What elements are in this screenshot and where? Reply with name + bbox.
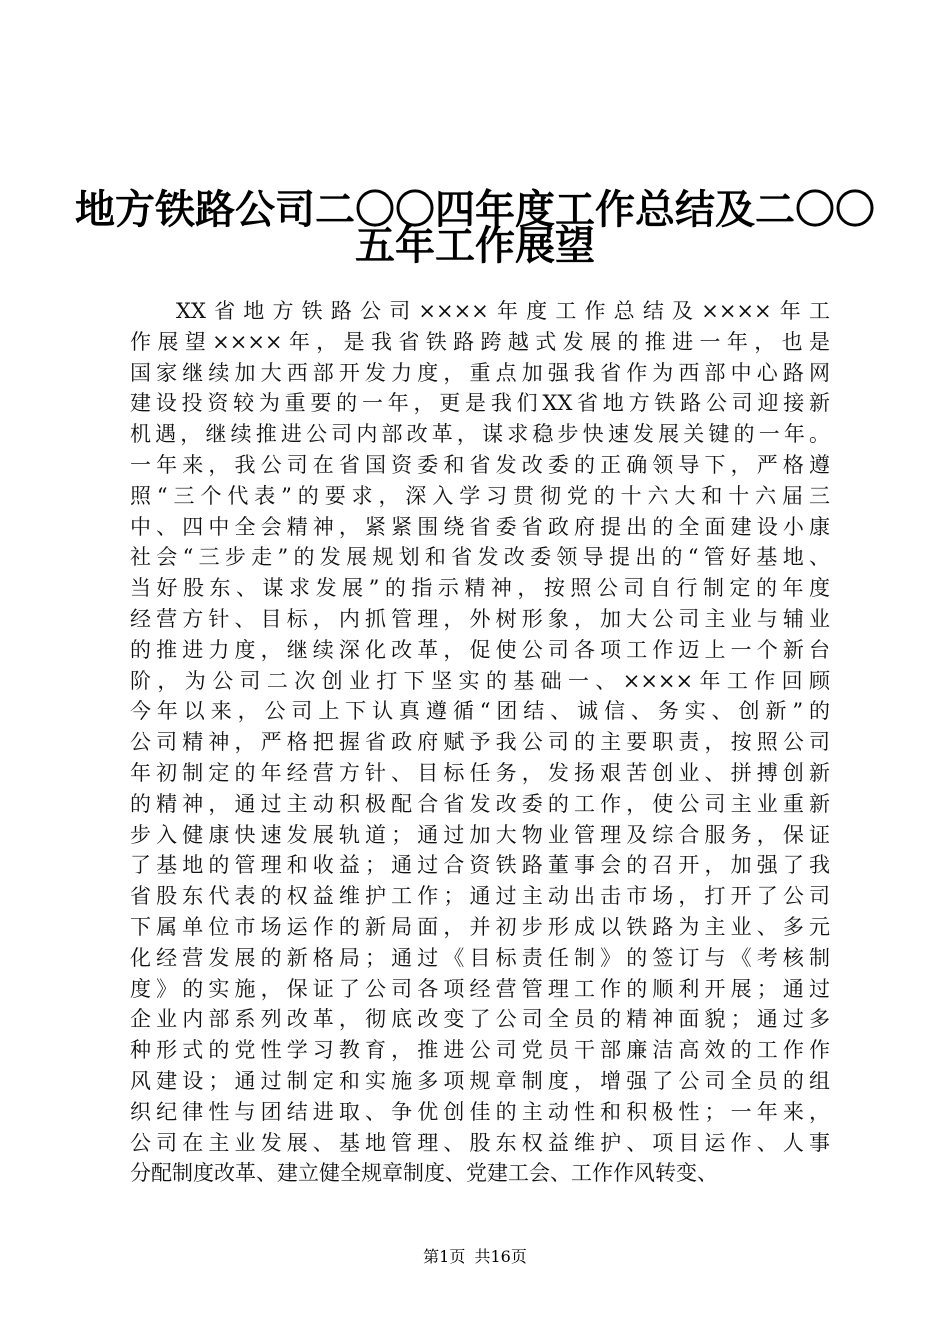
body-line: 公司精神，严格把握省政府赋予我公司的主要职责，按照公司 <box>130 730 830 755</box>
page-footer <box>0 1244 950 1267</box>
body-line: 阶，为公司二次创业打下坚实的基础一、××××年工作回顾 <box>130 668 830 693</box>
body-line: 步入健康快速发展轨道；通过加大物业管理及综合服务，保证 <box>130 822 830 847</box>
body-line: 的推进力度，继续深化改革，促使公司各项工作迈上一个新台 <box>130 637 830 662</box>
body-line: 省股东代表的权益维护工作；通过主动出击市场，打开了公司 <box>130 884 830 909</box>
body-line: 分配制度改革、建立健全规章制度、党建工会、工作作风转变、 <box>130 1161 718 1186</box>
document-title-line-2: 五年工作展望 <box>355 223 595 269</box>
body-line: 一年来，我公司在省国资委和省发改委的正确领导下，严格遵 <box>130 452 830 477</box>
body-line: 中、四中全会精神，紧紧围绕省委省政府提出的全面建设小康 <box>130 514 830 539</box>
body-line: 织纪律性与团结进取、争优创佳的主动性和积极性；一年来， <box>130 1099 830 1124</box>
body-line: 公司在主业发展、基地管理、股东权益维护、项目运作、人事 <box>130 1130 830 1155</box>
body-line: 年初制定的年经营方针、目标任务，发扬艰苦创业、拼搏创新 <box>130 760 830 785</box>
body-line: 度》的实施，保证了公司各项经营管理工作的顺利开展；通过 <box>130 976 830 1001</box>
body-line: XX省地方铁路公司××××年度工作总结及××××年工 <box>176 299 830 323</box>
body-line: 社会“三步走”的发展规划和省发改委领导提出的“管好基地、 <box>130 545 830 570</box>
body-line: 了基地的管理和收益；通过合资铁路董事会的召开，加强了我 <box>130 853 830 878</box>
body-line: 企业内部系列改革，彻底改变了公司全员的精神面貌；通过多 <box>130 1007 830 1032</box>
body-line: 国家继续加大西部开发力度，重点加强我省作为西部中心路网 <box>130 360 830 385</box>
body-line: 当好股东、谋求发展”的指示精神，按照公司自行制定的年度 <box>130 576 830 601</box>
body-line: 今年以来，公司上下认真遵循“团结、诚信、务实、创新”的 <box>130 699 830 724</box>
document-title-line-1: 地方铁路公司二〇〇四年度工作总结及二〇〇 <box>75 187 875 233</box>
body-line: 机遇，继续推进公司内部改革，谋求稳步快速发展关键的一年。 <box>130 422 830 447</box>
body-line: 照“三个代表”的要求，深入学习贯彻党的十六大和十六届三 <box>130 483 830 508</box>
page-number: 第1页 <box>423 1247 466 1266</box>
body-line: 下属单位市场运作的新局面，并初步形成以铁路为主业、多元 <box>130 914 830 939</box>
page-total: 共16页 <box>474 1247 527 1266</box>
body-line: 作展望××××年，是我省铁路跨越式发展的推进一年，也是 <box>130 329 830 354</box>
body-line: 化经营发展的新格局；通过《目标责任制》的签订与《考核制 <box>130 945 830 970</box>
body-line: 的精神，通过主动积极配合省发改委的工作，使公司主业重新 <box>130 791 830 816</box>
body-line: 种形式的党性学习教育，推进公司党员干部廉洁高效的工作作 <box>130 1038 830 1063</box>
body-line: 风建设；通过制定和实施多项规章制度，增强了公司全员的组 <box>130 1068 830 1093</box>
body-line: 建设投资较为重要的一年，更是我们XX省地方铁路公司迎接新 <box>130 391 830 416</box>
document-body <box>130 296 830 1189</box>
body-line: 经营方针、目标，内抓管理，外树形象，加大公司主业与辅业 <box>130 606 830 631</box>
